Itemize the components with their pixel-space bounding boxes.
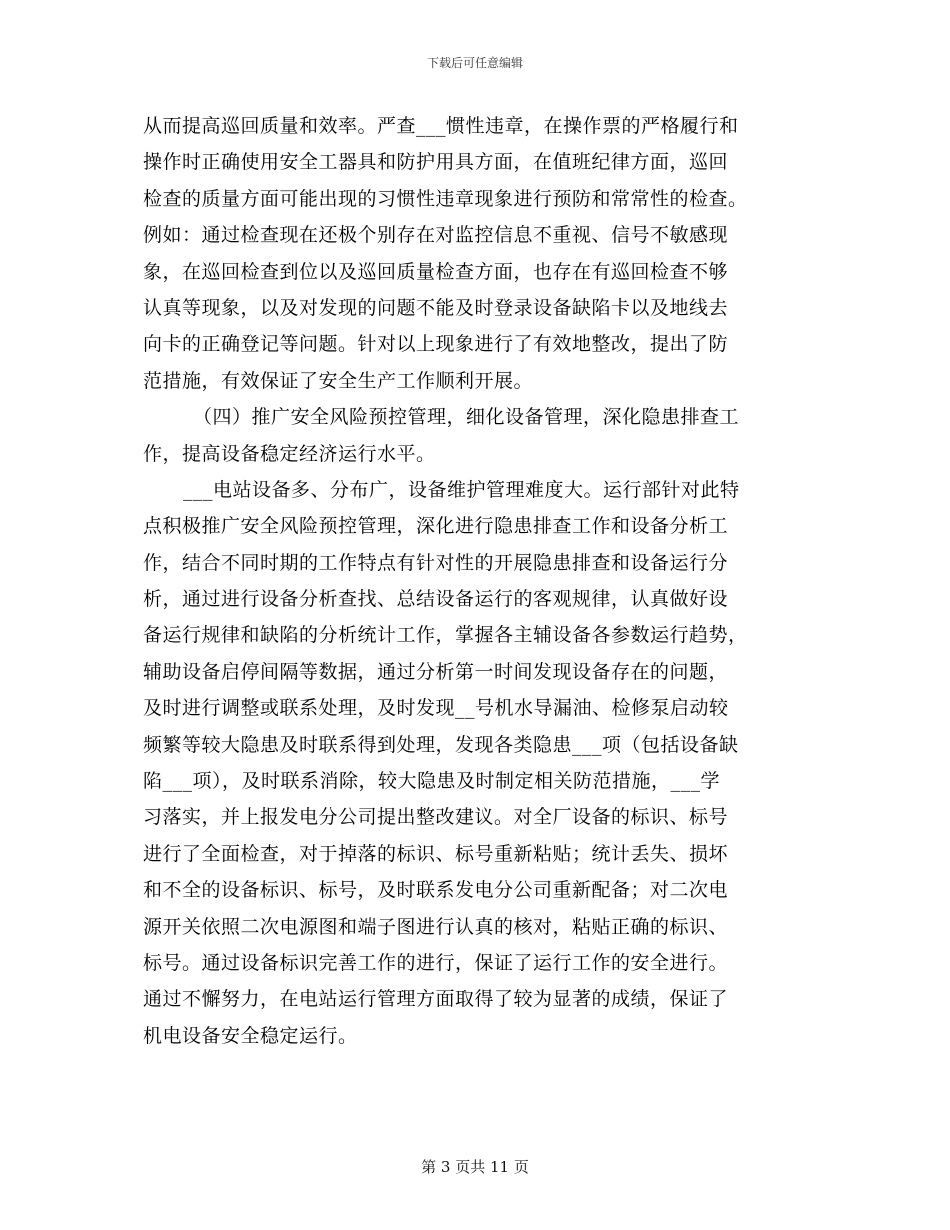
text-line: 向卡的正确登记等问题。针对以上现象进行了有效地整改，提出了防	[143, 333, 729, 356]
text-line: 机电设备安全稳定运行。	[143, 1024, 358, 1047]
text-line: 象，在巡回检查到位以及巡回质量检查方面，也存在有巡回检查不够	[143, 260, 729, 283]
page-header: 下载后可任意编辑	[426, 56, 523, 70]
text-line: 范措施，有效保证了安全生产工作顺利开展。	[143, 369, 534, 392]
text-line: 析，通过进行设备分析查找、总结设备运行的客观规律，认真做好设	[143, 588, 729, 611]
document-body	[143, 108, 813, 1054]
text-line: 辅助设备启停间隔等数据，通过分析第一时间发现设备存在的问题，	[143, 660, 729, 683]
text-line: 习落实，并上报发电分公司提出整改建议。对全厂设备的标识、标号	[143, 806, 729, 829]
text-line: 例如：通过检查现在还极个别存在对监控信息不重视、信号不敏感现	[143, 224, 729, 247]
text-line: 和不全的设备标识、标号，及时联系发电分公司重新配备；对二次电	[143, 879, 729, 902]
text-line: 操作时正确使用安全工器具和防护用具方面，在值班纪律方面，巡回	[143, 151, 729, 174]
section-heading-line: （四）推广安全风险预控管理，细化设备管理，深化隐患排查工	[193, 406, 740, 429]
text-line: 源开关依照二次电源图和端子图进行认真的核对，粘贴正确的标识、	[143, 915, 729, 938]
text-line: 作，结合不同时期的工作特点有针对性的开展隐患排查和设备运行分	[143, 551, 729, 574]
text-line: 备运行规律和缺陷的分析统计工作，掌握各主辅设备各参数运行趋势，	[143, 624, 748, 647]
text-line: 通过不懈努力，在电站运行管理方面取得了较为显著的成绩，保证了	[143, 988, 729, 1011]
text-line: 认真等现象，以及对发现的问题不能及时登录设备缺陷卡以及地线去	[143, 296, 729, 319]
page-footer: 第 3 页共 11 页	[421, 1158, 529, 1176]
text-line: 进行了全面检查，对于掉落的标识、标号重新粘贴；统计丢失、损坏	[143, 842, 729, 865]
text-line: 检查的质量方面可能出现的习惯性违章现象进行预防和常常性的检查。	[143, 187, 748, 210]
text-line: 点积极推广安全风险预控管理，深化进行隐患排查工作和设备分析工	[143, 515, 729, 538]
text-line: ___电站设备多、分布广，设备维护管理难度大。运行部针对此特	[183, 478, 740, 501]
text-line: 及时进行调整或联系处理，及时发现__号机水导漏油、检修泵启动较	[143, 697, 729, 720]
section-heading-line: 作，提高设备稳定经济运行水平。	[143, 442, 436, 465]
text-line: 频繁等较大隐患及时联系得到处理，发现各类隐患___项（包括设备缺	[143, 733, 739, 756]
text-line: 标号。通过设备标识完善工作的进行，保证了运行工作的安全进行。	[143, 951, 729, 974]
text-line: 陷___项），及时联系消除，较大隐患及时制定相关防范措施，___学	[143, 770, 721, 793]
text-line: 从而提高巡回质量和效率。严查___惯性违章，在操作票的严格履行和	[143, 115, 739, 137]
